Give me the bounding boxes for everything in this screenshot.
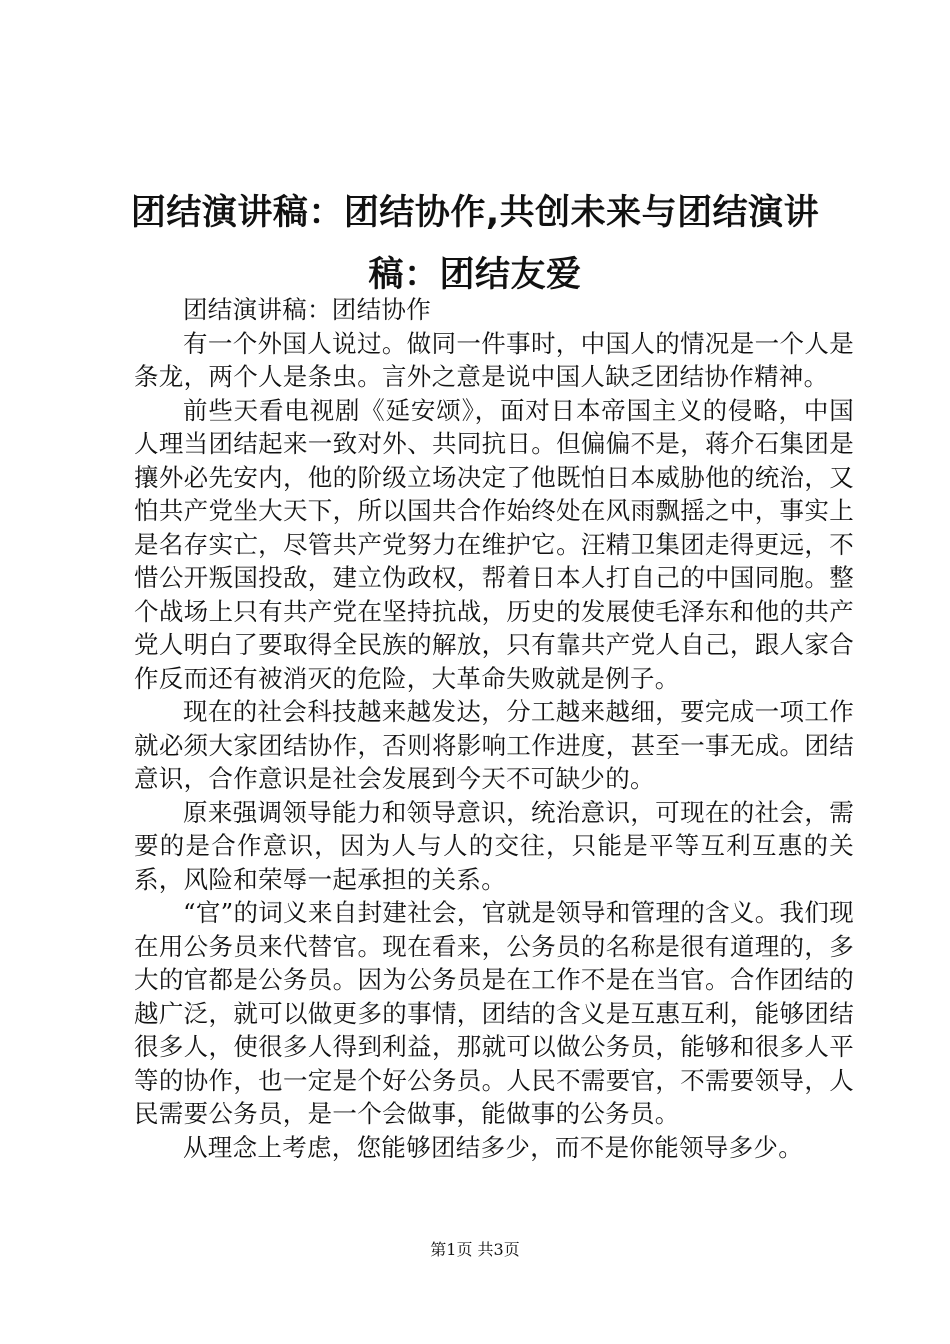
paragraph: 前些天看电视剧《延安颂》，面对日本帝国主义的侵略，中国人理当团结起来一致对外、共同抗日。但偏偏不是，蒋介石集团是攘外必先安内，他的阶级立场决定了他既怕日本威胁他的统治，又怕共产党坐大天下，所以国共合作始终处在风雨飘摇之中，事实上是名存实亡，尽管共产党努力在维护它。汪精卫集团走得更远，不惜公开叛国投敌，建立伪政权，帮着日本人打自己的中国同胞。整个战场上只有共产党在坚持抗战，历史的发展使毛泽东和他的共产党人明白了要取得全民族的解放，只有靠共产党人自己，跟人家合作反而还有被消灭的危险，大革命失败就是例子。 xyxy=(134,395,854,693)
paragraph: 从理念上考虑，您能够团结多少，而不是你能领导多少。 xyxy=(183,1132,803,1162)
page-footer: 第1页 共3页 xyxy=(430,1240,520,1259)
paragraph: “官”的词义来自封建社会，官就是领导和管理的含义。我们现在用公务员来代替官。现在看来，公务员的名称是很有道理的，多大的官都是公务员。因为公务员是在工作不是在当官。合作团结的越广泛，就可以做更多的事情，团结的含义是互惠互利，能够团结很多人，使很多人得到利益，那就可以做公务员，能够和很多人平等的协作，也一定是个好公务员。人民不需要官，不需要领导，人民需要公务员，是一个会做事，能做事的公务员。 xyxy=(134,898,854,1128)
paragraph: 有一个外国人说过。做同一件事时，中国人的情况是一个人是条龙，两个人是条虫。言外之意是说中国人缺乏团结协作精神。 xyxy=(134,328,854,391)
document-title: 团结演讲稿：团结协作,共创未来与团结演讲稿：团结友爱 xyxy=(130,193,820,295)
document-body xyxy=(134,293,854,1164)
paragraph: 原来强调领导能力和领导意识，统治意识，可现在的社会，需要的是合作意识，因为人与人的交往，只能是平等互利互惠的关系，风险和荣辱一起承担的关系。 xyxy=(134,797,854,894)
paragraph: 现在的社会科技越来越发达，分工越来越细，要完成一项工作就必须大家团结协作，否则将影响工作进度，甚至一事无成。团结意识，合作意识是社会发展到今天不可缺少的。 xyxy=(134,697,854,793)
paragraph-subtitle: 团结演讲稿：团结协作 xyxy=(183,295,431,324)
